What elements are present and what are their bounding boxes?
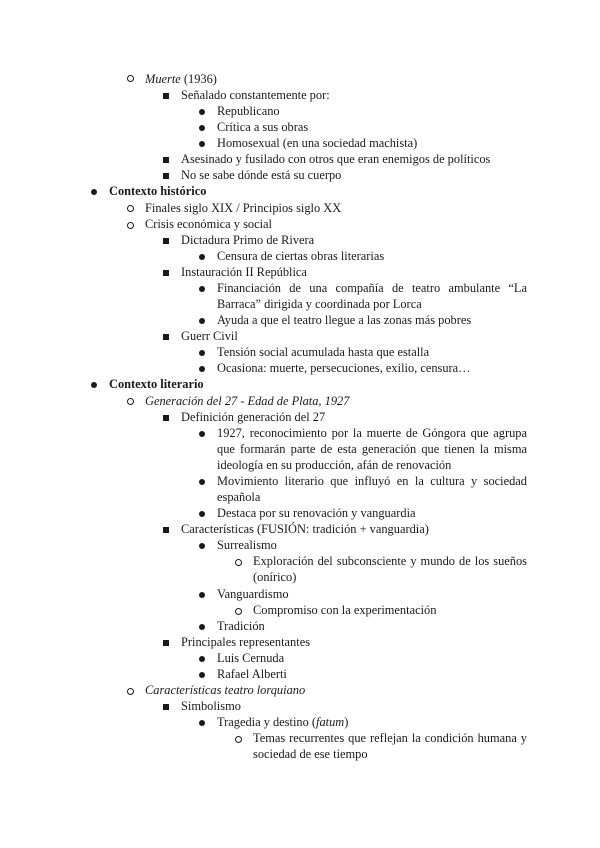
muerte-title: Muerte (145, 72, 181, 86)
dot-bullet-icon (199, 318, 205, 324)
list-item-tragedia (217, 714, 348, 730)
dot-bullet-icon (199, 431, 205, 437)
dot-bullet-icon (199, 286, 205, 292)
list-item-ayuda: Ayuda a que el teatro llegue a las zonas más pobres (217, 313, 472, 327)
list-item-alberti: Rafael Alberti (217, 667, 287, 681)
list-item-cuerpo: No se sabe dónde está su cuerpo (181, 168, 342, 182)
square-bullet-icon (163, 527, 169, 533)
list-item-dictadura: Dictadura Primo de Rivera (181, 233, 315, 247)
list-item-compromiso: Compromiso con la experimentación (253, 603, 437, 617)
hollow-bullet-icon (127, 398, 134, 405)
dot-bullet-icon (199, 624, 205, 630)
heading-contexto-historico: Contexto histórico (109, 184, 207, 198)
list-item-movimiento: Movimiento literario que influyó en la cultura y sociedad española (217, 474, 527, 505)
list-item-muerte (145, 71, 217, 87)
hollow-bullet-icon (127, 688, 134, 695)
dot-bullet-icon (199, 254, 205, 260)
square-bullet-icon (163, 334, 169, 340)
list-item-censura: Censura de ciertas obras literarias (217, 249, 385, 263)
dot-bullet-icon (91, 382, 97, 388)
list-item-exploracion: Exploración del subconsciente y mundo de los sueños (onírico) (253, 554, 527, 585)
muerte-year: (1936) (180, 72, 217, 86)
dot-bullet-icon (199, 109, 205, 115)
dot-bullet-icon (199, 511, 205, 517)
list-item-finales: Finales siglo XIX / Principios siglo XX (145, 201, 342, 215)
list-item-caracteristicas: Características (FUSIÓN: tradición + vanguardia) (181, 522, 429, 536)
list-item-financiacion: Financiación de una compañía de teatro ambulante “La Barraca” dirigida y coordinada por Lorca (217, 281, 527, 312)
hollow-bullet-icon (127, 222, 134, 229)
dot-bullet-icon (199, 366, 205, 372)
list-item-tradicion: Tradición (217, 619, 265, 633)
dot-bullet-icon (199, 543, 205, 549)
list-item-simbolismo: Simbolismo (181, 699, 241, 713)
hollow-bullet-icon (235, 608, 242, 615)
square-bullet-icon (163, 270, 169, 276)
dot-bullet-icon (199, 656, 205, 662)
square-bullet-icon (163, 238, 169, 244)
dot-bullet-icon (199, 592, 205, 598)
dot-bullet-icon (199, 350, 205, 356)
square-bullet-icon (163, 415, 169, 421)
list-item-definicion: Definición generación del 27 (181, 410, 326, 424)
hollow-bullet-icon (127, 75, 134, 82)
list-item-instauracion: Instauración II República (181, 265, 307, 279)
square-bullet-icon (163, 173, 169, 179)
list-item-teatro-lorquiano: Características teatro lorquiano (145, 683, 306, 697)
list-item-destaca: Destaca por su renovación y vanguardia (217, 506, 416, 520)
list-item-vanguardismo: Vanguardismo (217, 587, 289, 601)
dot-bullet-icon (91, 189, 97, 195)
list-item-senalado: Señalado constantemente por: (181, 88, 330, 102)
list-item-surrealismo: Surrealismo (217, 538, 277, 552)
fatum-text: fatum (316, 715, 345, 729)
square-bullet-icon (163, 157, 169, 163)
square-bullet-icon (163, 640, 169, 646)
tragedia-close: ) (344, 715, 349, 729)
tragedia-text: Tragedia y destino ( (217, 715, 316, 729)
dot-bullet-icon (199, 720, 205, 726)
dot-bullet-icon (199, 141, 205, 147)
hollow-bullet-icon (235, 736, 242, 743)
dot-bullet-icon (199, 125, 205, 131)
list-item-tension: Tensión social acumulada hasta que estalla (217, 345, 430, 359)
list-item-temas: Temas recurrentes que reflejan la condición humana y sociedad de ese tiempo (253, 731, 527, 762)
list-item-republicano: Republicano (217, 104, 280, 118)
dot-bullet-icon (199, 672, 205, 678)
list-item-ocasiona: Ocasiona: muerte, persecuciones, exilio, censura… (217, 361, 471, 375)
list-item-asesinado: Asesinado y fusilado con otros que eran enemigos de políticos (181, 152, 491, 166)
hollow-bullet-icon (235, 559, 242, 566)
square-bullet-icon (163, 704, 169, 710)
list-item-homosexual: Homosexual (en una sociedad machista) (217, 136, 418, 150)
square-bullet-icon (163, 93, 169, 99)
list-item-1927: 1927, reconocimiento por la muerte de Góngora que agrupa que formarán parte de esta generación que tienen la misma ideología en su producción, afán de renovación (217, 426, 527, 473)
heading-contexto-literario: Contexto literario (109, 377, 204, 391)
list-item-guerra: Guerr Civil (181, 329, 238, 343)
list-item-critica: Crítica a sus obras (217, 120, 309, 134)
list-item-cernuda: Luis Cernuda (217, 651, 285, 665)
list-item-crisis: Crisis económica y social (145, 217, 272, 231)
list-item-generacion: Generación del 27 - Edad de Plata, 1927 (145, 394, 350, 408)
list-item-principales: Principales representantes (181, 635, 311, 649)
dot-bullet-icon (199, 479, 205, 485)
hollow-bullet-icon (127, 205, 134, 212)
